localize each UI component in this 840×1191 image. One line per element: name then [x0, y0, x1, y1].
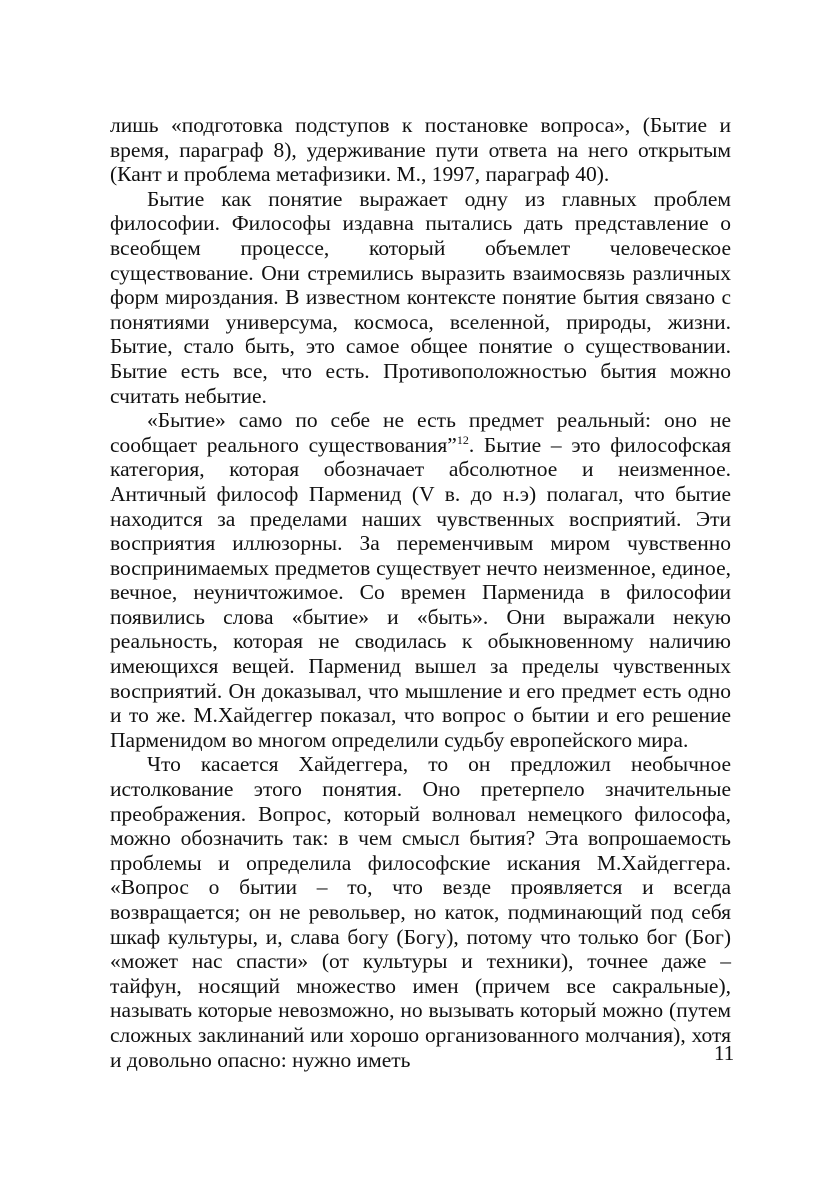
paragraph-parmenides [110, 408, 731, 752]
paragraph-being-as-concept: Бытие как понятие выражает одну из главных проблем философии. Философы издавна пытались дать представление о всеобщем процессе, который объемлет человеческое существование. Они стремились выразить взаимосвязь различных форм мироздания. В известном контексте понятие бытия связано с понятиями универсума, космоса, вселенной, природы, жизни. Бытие, стало быть, это самое общее понятие о существовании. Бытие есть все, что есть. Противоположностью бытия можно считать небытие. [110, 186, 731, 408]
page-body [110, 113, 731, 1072]
footnote-reference: 12 [456, 432, 469, 447]
page-number: 11 [714, 1041, 735, 1065]
paragraph-heidegger: Что касается Хайдеггера, то он предложил необычное истолкование этого понятия. Оно претерпело значительные преображения. Вопрос, который волновал немецкого философа, можно обозначить так: в чем смысл бытия? Эта вопрошаемость проблемы и определила философские искания М.Хайдеггера. «Вопрос о бытии – то, что везде проявляется и всегда возвращается; он не револьвер, но каток, подминающий под себя шкаф культуры, и, слава богу (Богу), потому что только бог (Бог) «может нас спасти» (от культуры и техники), точнее даже – тайфун, носящий множество имен (причем все сакральные), называть которые невозможно, но вызывать который можно (путем сложных заклинаний или хорошо организованного молчания), хотя и довольно опасно: нужно иметь [110, 752, 731, 1072]
paragraph-continuation: лишь «подготовка подступов к постановке вопроса», (Бытие и время, параграф 8), удерживание пути ответа на него открытым (Кант и проблема метафизики. М., 1997, параграф 40). [110, 113, 731, 187]
paragraph-parmenides-text-start: «Бытие» само по себе не есть предмет реальный: оно не сообщает реального существования” [110, 408, 731, 457]
paragraph-parmenides-text-end: . Бытие – это философская категория, которая обозначает абсолютное и неизменное. Античный философ Парменид (V в. до н.э) полагал, что бытие находится за пределами наших чувственных восприятий. Эти восприятия иллюзорны. За переменчивым миром чувственно воспринимаемых предметов существует нечто неизменное, единое, вечное, неуничтожимое. Со времен Парменида в философии появились слова «бытие» и «быть». Они выражали некую реальность, которая не сводилась к обыкновенному наличию имеющихся вещей. Парменид вышел за пределы чувственных восприятий. Он доказывал, что мышление и его предмет есть одно и то же. М.Хайдеггер показал, что вопрос о бытии и его решение Парменидом во многом определили судьбу европейского мира. [110, 432, 731, 752]
